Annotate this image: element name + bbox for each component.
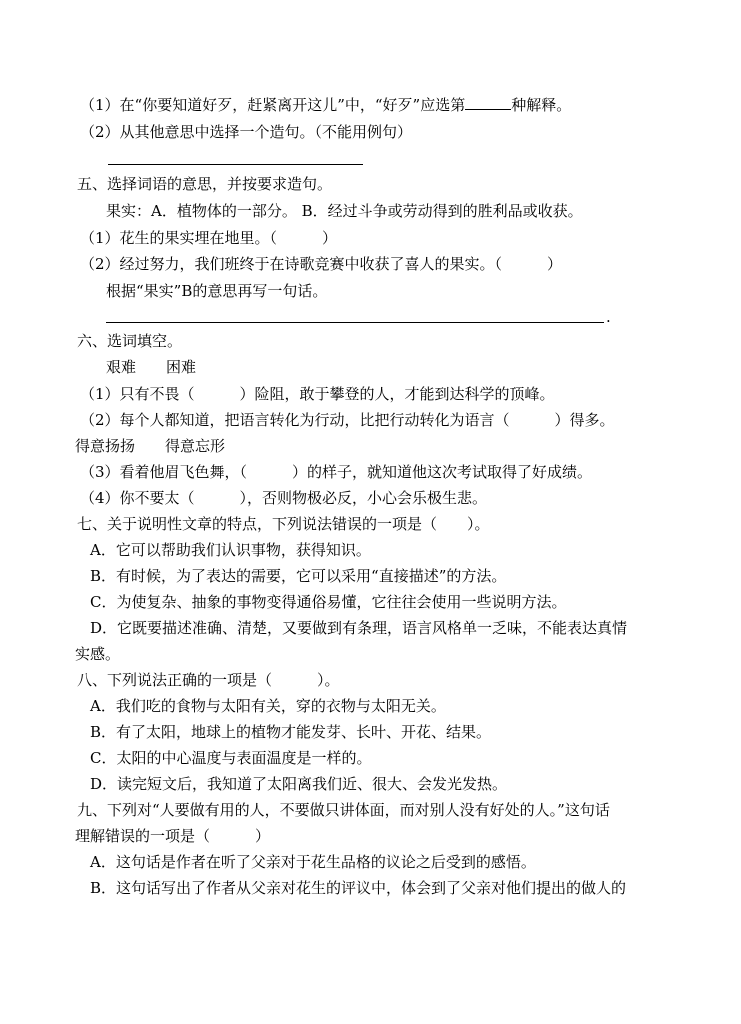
section-9-heading-cont: 理解错误的一项是（ ） [75, 827, 271, 845]
option-7-d: D．它既要描述准确、清楚，又要做到有条理，语言风格单一乏味，不能表达真情 [90, 619, 628, 637]
word-choices-1: 艰难 困难 [106, 358, 197, 376]
option-8-b: B．有了太阳，地球上的植物才能发芽、长叶、开花、结果。 [90, 723, 492, 741]
question-5-2: （2）经过努力，我们班终于在诗歌竞赛中收获了喜人的果实。（ ） [80, 255, 563, 273]
option-9-b: B．这句话写出了作者从父亲对花生的评议中，体会到了父亲对他们提出的做人的 [90, 879, 627, 897]
option-9-a: A．这句话是作者在听了父亲对于花生品格的议论之后受到的感悟。 [90, 853, 536, 871]
question-6-3: （3）看着他眉飞色舞，（ ）的样子，就知道他这次考试取得了好成绩。 [80, 463, 593, 481]
question-4-1 [80, 95, 571, 115]
question-5-1: （1）花生的果实埋在地里。（ ） [80, 229, 338, 247]
option-8-a: A．我们吃的食物与太阳有关，穿的衣物与太阳无关。 [90, 697, 446, 715]
answer-line-5-3[interactable] [106, 322, 604, 323]
answer-line-period: . [606, 308, 611, 326]
question-4-1-suffix: 种解释。 [511, 96, 572, 114]
question-6-2: （2）每个人都知道，把语言转化为行动，比把行动转化为语言（ ）得多。 [80, 411, 615, 429]
question-6-1: （1）只有不畏（ ）险阻，敢于攀登的人，才能到达科学的顶峰。 [80, 385, 555, 403]
answer-line-4-2[interactable] [108, 164, 363, 165]
section-8-heading: 八、下列说法正确的一项是（ ）。 [77, 671, 340, 689]
option-7-a: A．它可以帮助我们认识事物，获得知识。 [90, 541, 371, 559]
section-6-heading: 六、选词填空。 [77, 332, 183, 350]
section-9-heading: 九、下列对“人要做有用的人，不要做只讲体面，而对别人没有好处的人。”这句话 [77, 801, 610, 819]
question-5-3-prompt: 根据“果实”B的意思再写一句话。 [106, 282, 328, 300]
definition-guoshi: 果实：A．植物体的一部分。 B．经过斗争或劳动得到的胜利品或收获。 [106, 202, 583, 220]
answer-blank-inline[interactable] [465, 95, 511, 110]
question-6-4: （4）你不要太（ ），否则物极必反，小心会乐极生悲。 [80, 489, 488, 507]
option-8-d: D．读完短文后，我知道了太阳离我们近、很大、会发光发热。 [90, 775, 508, 793]
question-4-1-text: （1）在“你要知道好歹，赶紧离开这儿”中，“好歹”应选第 [80, 96, 466, 114]
section-7-heading: 七、关于说明性文章的特点，下列说法错误的一项是（ ）。 [77, 515, 490, 533]
section-5-heading: 五、选择词语的意思，并按要求造句。 [77, 175, 333, 193]
option-7-d-cont: 实感。 [75, 645, 121, 663]
option-7-b: B．有时候，为了表达的需要，它可以采用“直接描述”的方法。 [90, 567, 507, 585]
question-4-2: （2）从其他意思中选择一个造句。（不能用例句） [80, 123, 413, 141]
option-7-c: C．为使复杂、抽象的事物变得通俗易懂，它往往会使用一些说明方法。 [90, 593, 567, 611]
option-8-c: C．太阳的中心温度与表面温度是一样的。 [90, 749, 372, 767]
word-choices-2: 得意扬扬 得意忘形 [75, 437, 226, 455]
